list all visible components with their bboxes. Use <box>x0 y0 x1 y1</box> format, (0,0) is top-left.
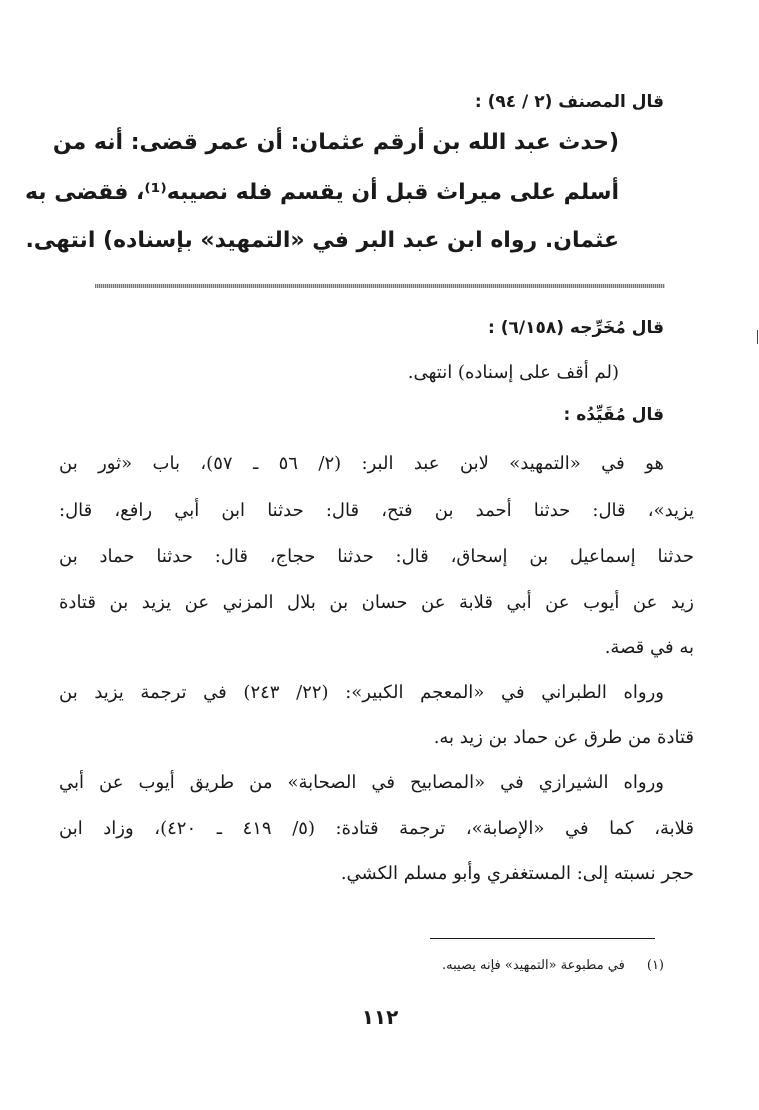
section-separator <box>95 284 665 288</box>
footnote-text: في مطبوعة «التمهيد» فإنه يصيبه. <box>442 958 625 973</box>
body-line: ورواه الشيرازي في «المصابيح في الصحابة» من طريق أيوب عن أبي <box>59 772 664 793</box>
section-heading-mukharrij: قال مُخَرِّجه (٦/١٥٨) : <box>487 318 664 338</box>
section-heading-author: قال المصنف (٢ / ٩٤) : <box>474 92 664 112</box>
footnote <box>442 958 664 973</box>
body-line: حدثنا إسماعيل بن إسحاق، قال: حدثنا حجاج، قال: حدثنا حماد بن <box>59 546 694 567</box>
quote-line: عثمان. رواه ابن عبد البر في «التمهيد» بإسناده) انتهى. <box>25 228 619 253</box>
footnote-rule <box>430 938 655 939</box>
footnote-number: (١) <box>646 958 664 973</box>
quoted-statement: (لم أقف على إسناده) انتهى. <box>407 362 619 383</box>
quote-line: أسلم على ميراث قبل أن يقسم فله نصيبه⁽¹⁾، فقضى به <box>24 180 619 205</box>
body-line: ورواه الطبراني في «المعجم الكبير»: (٢٢/ ٢٤٣) في ترجمة يزيد بن <box>59 682 664 703</box>
body-line: قتادة من طرق عن حماد بن زيد به. <box>433 727 694 748</box>
body-line: به في قصة. <box>604 637 694 658</box>
body-line: قلابة، كما في «الإصابة»، ترجمة قتادة: (٥/ ٤١٩ ـ ٤٢٠)، وزاد ابن <box>59 818 695 839</box>
body-line: حجر نسبته إلى: المستغفري وأبو مسلم الكشي. <box>340 863 694 884</box>
page-number: ١١٢ <box>361 1005 399 1029</box>
section-heading-muqayyid: قال مُقَيِّدُه : <box>563 405 664 425</box>
body-line: يزيد»، قال: حدثنا أحمد بن فتح، قال: حدثنا ابن أبي رافع، قال: <box>59 500 694 521</box>
body-line: زيد عن أيوب عن أبي قلابة عن حسان بن بلال المزني عن يزيد بن قتادة <box>59 592 694 613</box>
scan-edge-mark <box>757 330 758 344</box>
body-line: هو في «التمهيد» لابن عبد البر: (٢/ ٥٦ ـ ٥٧)، باب «ثور بن <box>59 453 664 474</box>
quote-line: (حدث عبد الله بن أرقم عثمان: أن عمر قضى: أنه من <box>52 130 619 155</box>
